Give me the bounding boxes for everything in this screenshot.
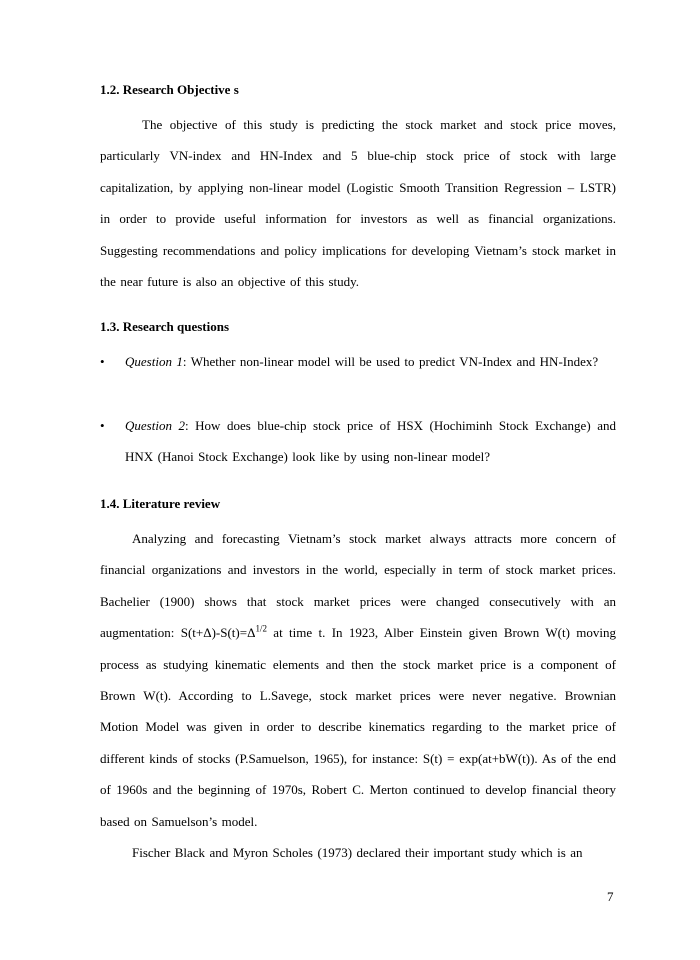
question-list-item (100, 410, 616, 473)
bullet-icon: • (100, 418, 105, 433)
literature-review-paragraph (100, 523, 616, 837)
literature-review-paragraph-2 (100, 837, 616, 868)
literature-review-text-part1: Analyzing and forecasting Vietnam’s stock market always attracts more concern of financial organizations and investors in the world, especially in term of stock market prices. Bachelier (1900) shows that stock market prices were changed consecutively with an augmentation: S(t+Δ)-S(t)=Δ (100, 531, 616, 641)
bullet-icon: • (100, 354, 105, 369)
research-objectives-text: The objective of this study is predicting the stock market and stock price moves, particularly VN-index and HN-Index and 5 blue-chip stock price of stock with large capitalization, by applying non-linear model (Logistic Smooth Transition Regression – LSTR) in order to provide useful information for investors as well as financial organizations. Suggesting recommendations and policy implications for developing Vietnam’s stock market in the near future is also an objective of this study. (100, 117, 616, 290)
question-list-item (100, 346, 616, 377)
question-text-block (125, 410, 616, 473)
literature-review-text-2: Fischer Black and Myron Scholes (1973) declared their important study which is an (132, 845, 583, 860)
page-number: 7 (607, 889, 614, 904)
exponent-superscript: 1/2 (255, 623, 267, 634)
section-heading-research-questions: 1.3. Research questions (100, 319, 230, 334)
research-objectives-paragraph (100, 109, 616, 297)
question-body: : Whether non-linear model will be used to predict VN-Index and HN-Index? (182, 354, 599, 369)
section-heading-research-objectives: 1.2. Research Objective s (100, 82, 239, 97)
question-label: Question 2 (125, 418, 185, 433)
section-heading-literature-review: 1.4. Literature review (100, 496, 221, 511)
question-text-block (125, 346, 616, 377)
question-label: Question 1 (125, 354, 183, 369)
question-body: : How does blue-chip stock price of HSX (Hochiminh Stock Exchange) and HNX (Hanoi Stock Exchange) look like by using non-linear model? (125, 418, 616, 465)
literature-review-text-part2: at time t. In 1923, Alber Einstein given Brown W(t) moving process as studying kinematic elements and then the stock market price is a component of Brown W(t). According to L.Savege, stock market prices were never negative. Brownian Motion Model was given in order to describe kinematics regarding to the market price of different kinds of stocks (P.Samuelson, 1965), for instance: S(t) = exp(at+bW(t)). As of the end of 1960s and the beginning of 1970s, Robert C. Merton continued to develop financial theory based on Samuelson’s model. (100, 625, 617, 829)
